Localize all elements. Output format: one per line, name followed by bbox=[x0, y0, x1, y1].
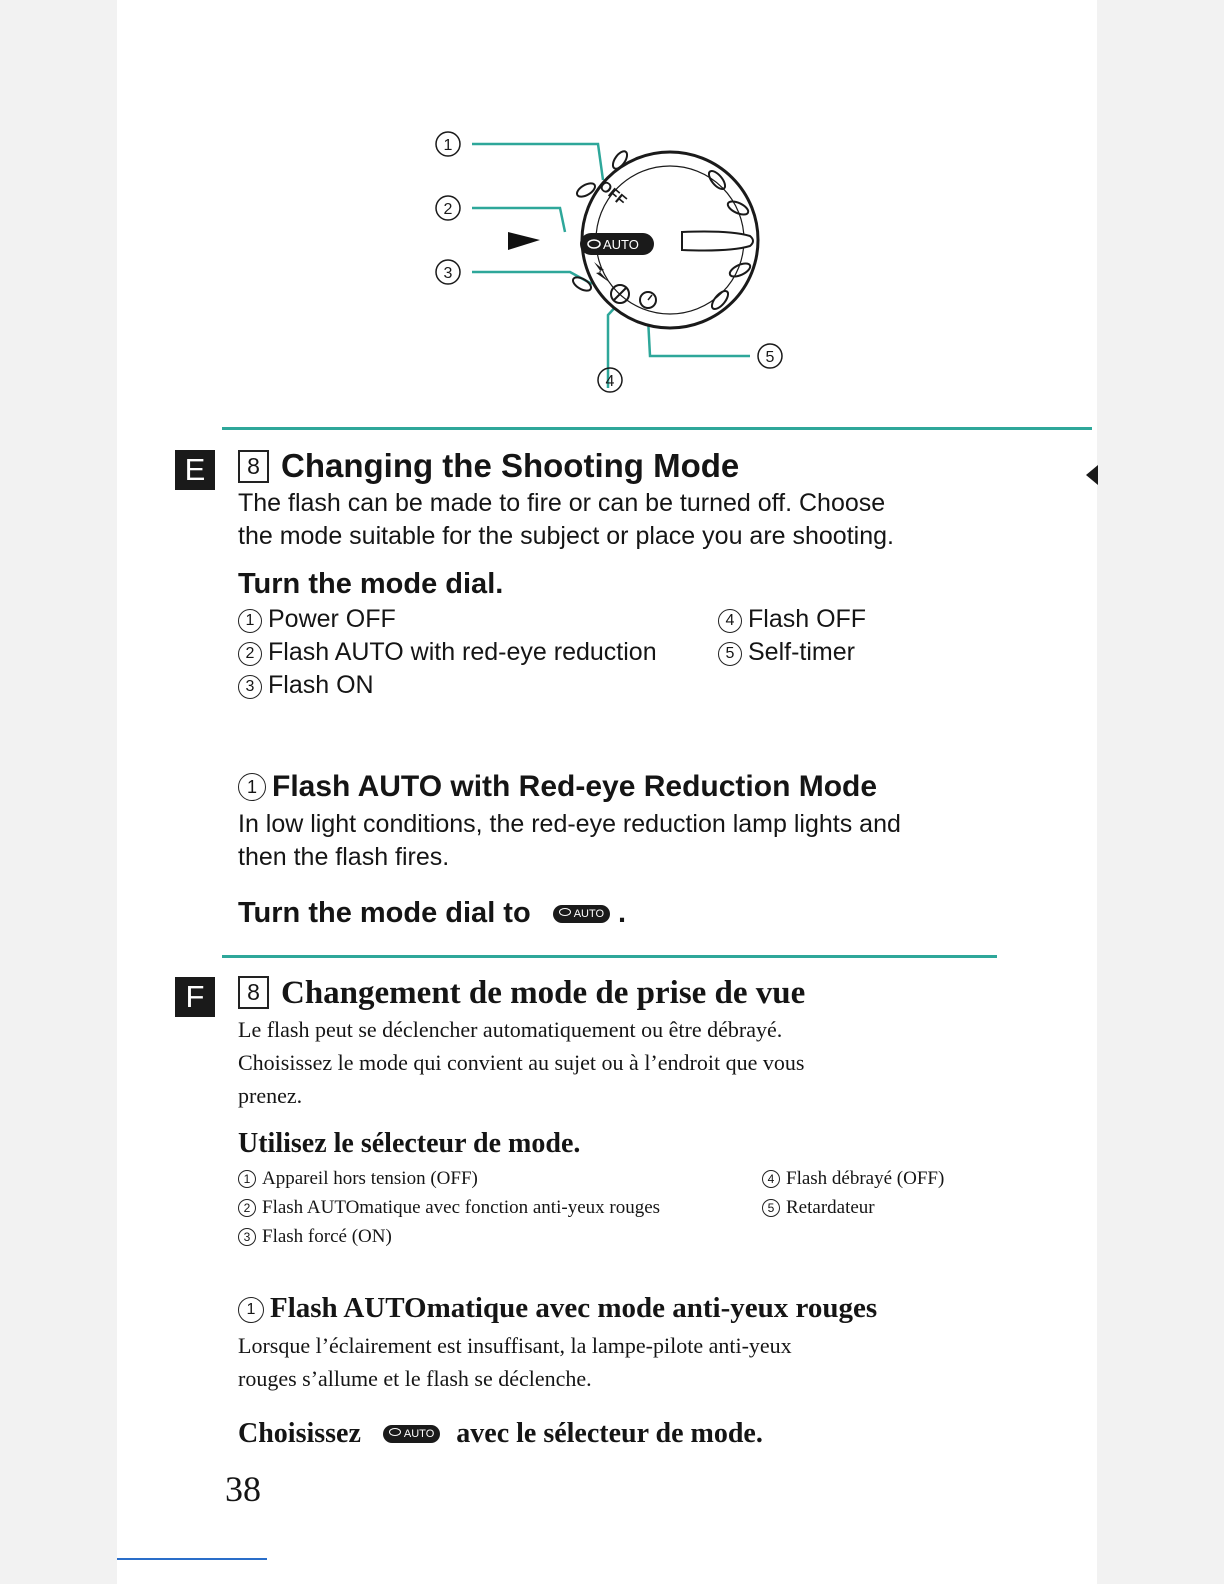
intro-line: the mode suitable for the subject or place you are shooting. bbox=[238, 522, 894, 550]
dial-grip bbox=[682, 232, 753, 251]
intro-en bbox=[238, 487, 894, 553]
callout-5: 5 bbox=[765, 349, 775, 366]
list-item: 5 Retardateur bbox=[762, 1193, 944, 1222]
mode-dial-diagram bbox=[420, 120, 800, 410]
list-item: 2 Flash AUTOmatique avec fonction anti-yeux rouges bbox=[238, 1193, 660, 1222]
list-item: 4 Flash débrayé (OFF) bbox=[762, 1164, 944, 1193]
section-title-text: Changing the Shooting Mode bbox=[281, 447, 740, 484]
margin-arrow-icon bbox=[1086, 465, 1098, 485]
instruction-fr: Utilisez le sélecteur de mode. bbox=[238, 1128, 581, 1159]
section-rule-middle bbox=[222, 955, 997, 958]
instruction-en: Turn the mode dial. bbox=[238, 568, 504, 600]
list-item: 5 Self-timer bbox=[718, 636, 866, 669]
intro-line: The flash can be made to fire or can be turned off. Choose bbox=[238, 489, 886, 517]
dial-instruction-en: Turn the mode dial to AUTO . bbox=[238, 897, 627, 929]
list-item: 1 Power OFF bbox=[238, 603, 657, 636]
bottom-edge-line bbox=[117, 1558, 267, 1560]
list-item: 3 Flash forcé (ON) bbox=[238, 1222, 660, 1251]
subsection-body-fr: Lorsque l’éclairement est insuffisant, la lampe-pilote anti-yeux rouges s’allume et le flash se déclenche. bbox=[238, 1333, 792, 1391]
list-item: 4 Flash OFF bbox=[718, 603, 866, 636]
section-title-fr: 8 Changement de mode de prise de vue bbox=[238, 975, 805, 1012]
dial-off-label: OFF bbox=[595, 177, 630, 210]
auto-badge-icon: AUTO bbox=[553, 905, 610, 923]
list-item: 3 Flash ON bbox=[238, 669, 657, 702]
mode-list-en-left bbox=[238, 603, 657, 702]
dial-instruction-fr: Choisissez AUTO avec le sélecteur de mode. bbox=[238, 1418, 763, 1449]
lang-tag-e: E bbox=[175, 450, 215, 490]
section-number-box: 8 bbox=[238, 450, 269, 483]
callout-2: 2 bbox=[443, 201, 453, 218]
leader-line-2 bbox=[472, 208, 565, 232]
callout-1: 1 bbox=[443, 137, 453, 154]
section-rule-top bbox=[222, 427, 1092, 430]
list-item: 1 Appareil hors tension (OFF) bbox=[238, 1164, 660, 1193]
mode-list-en-right bbox=[718, 603, 866, 669]
section-title-en bbox=[238, 447, 739, 485]
subsection-title-fr: 1 Flash AUTOmatique avec mode anti-yeux rouges bbox=[238, 1292, 877, 1325]
list-item: 2 Flash AUTO with red-eye reduction bbox=[238, 636, 657, 669]
scan-margin-left bbox=[0, 0, 117, 1584]
subsection-body-en: In low light conditions, the red-eye reduction lamp lights and then the flash fires. bbox=[238, 810, 901, 871]
subsection-title-en: 1 Flash AUTO with Red-eye Reduction Mode bbox=[238, 770, 877, 804]
lang-tag-f: F bbox=[175, 977, 215, 1017]
page-number: 38 bbox=[225, 1469, 261, 1509]
leader-line-1 bbox=[472, 144, 603, 180]
mode-list-fr-left bbox=[238, 1164, 660, 1251]
scan-margin-right bbox=[1097, 0, 1224, 1584]
mode-list-fr-right bbox=[762, 1164, 944, 1222]
dial-pointer-icon bbox=[508, 232, 540, 250]
intro-fr: Le flash peut se déclencher automatiquement ou être débrayé. Choisissez le mode qui convient au sujet ou à l’endroit que vous prenez. bbox=[238, 1017, 805, 1108]
dial-auto-label: AUTO bbox=[603, 237, 639, 252]
callout-3: 3 bbox=[443, 265, 453, 282]
callout-4: 4 bbox=[605, 373, 615, 390]
auto-badge-icon: AUTO bbox=[383, 1425, 440, 1443]
